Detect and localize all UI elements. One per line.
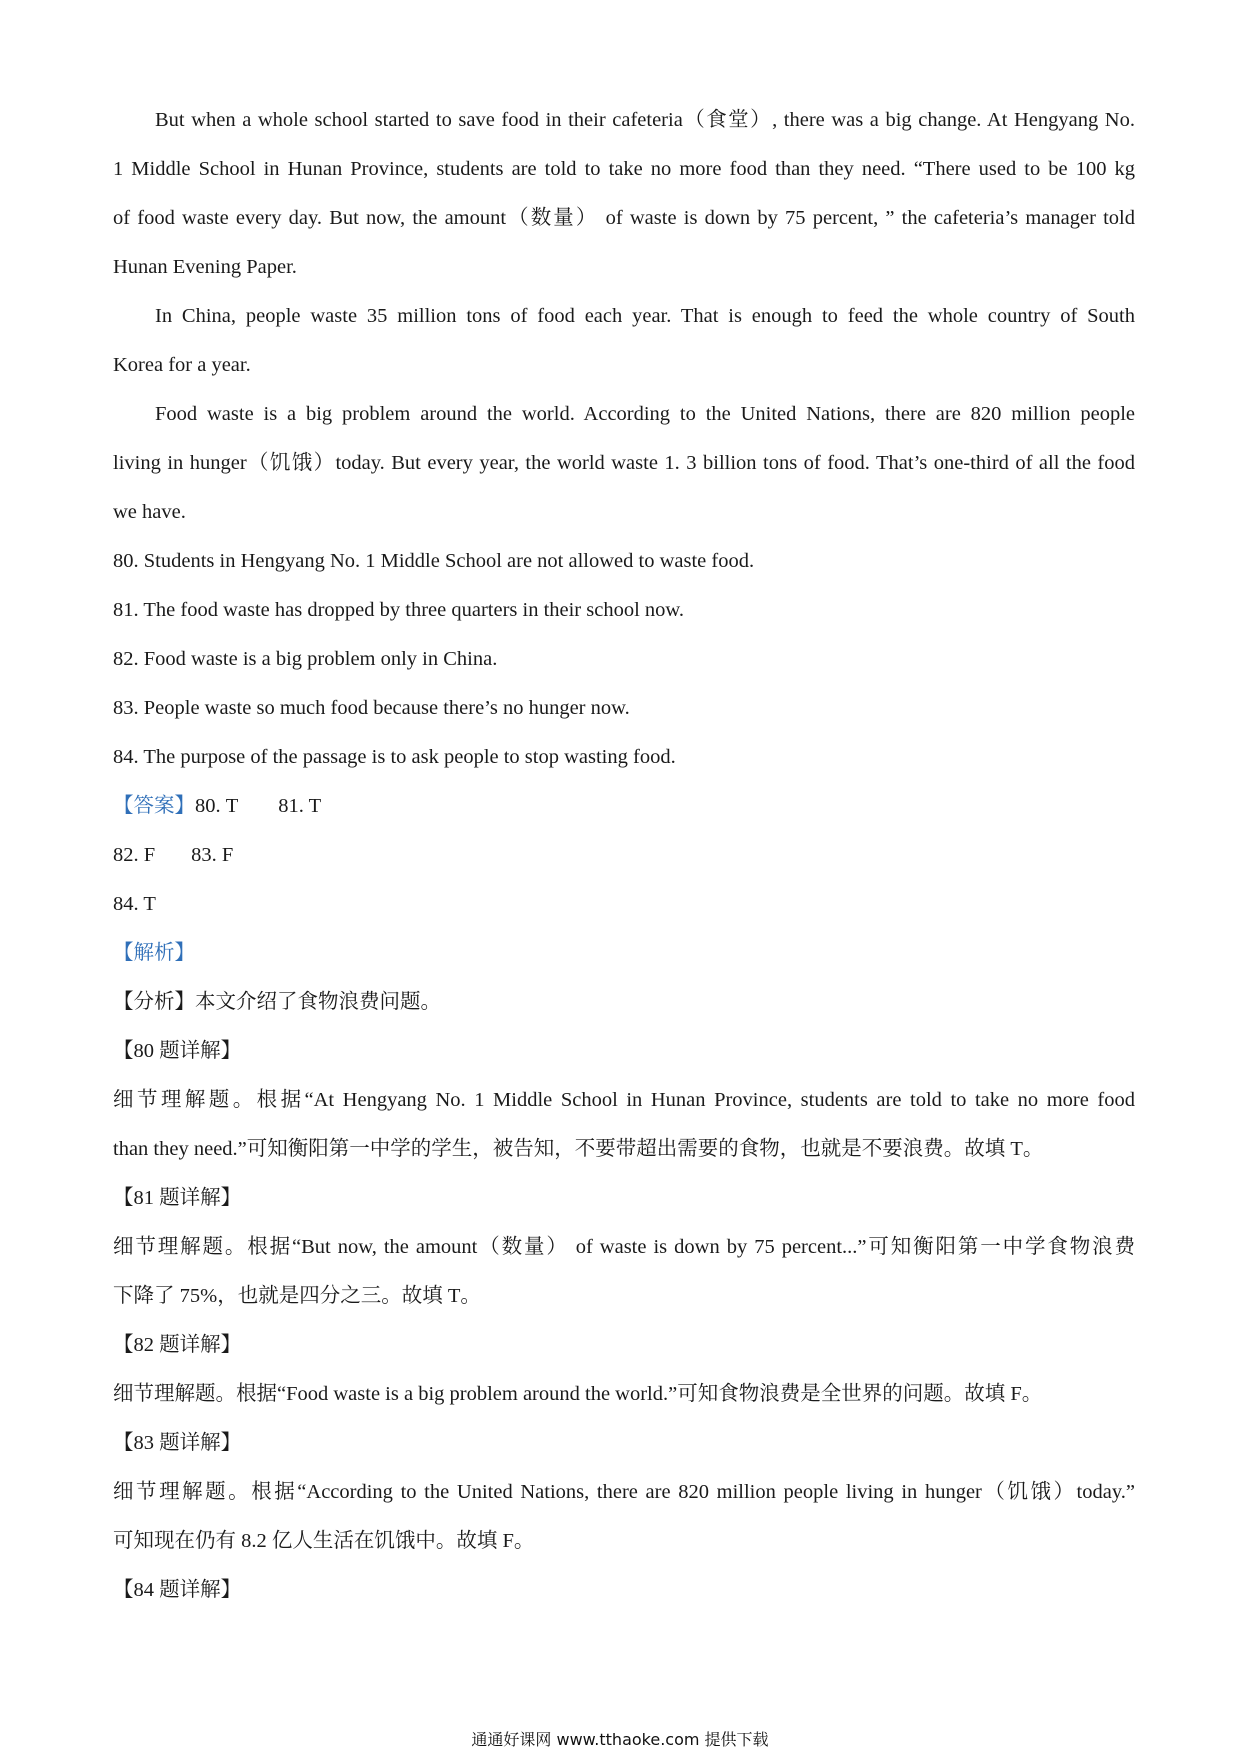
detail-80-title: 【80 题详解】 [113,1040,242,1062]
question-82: 82. Food waste is a big problem only in China. [113,648,498,670]
answer-line-2 [113,831,1135,880]
answer-84: 84. T [113,893,156,915]
answer-label: 【答案】 [113,795,195,817]
question-list [113,537,1135,782]
text-line: living in hunger（饥饿）today. But every year, the world waste 1. 3 billion tons of food. That’s one-third of all the food [113,452,1135,474]
question-80: 80. Students in Hengyang No. 1 Middle School are not allowed to waste food. [113,550,755,572]
passage-paragraph-2 [113,292,1135,390]
text-line: In China, people waste 35 million tons of food each year. That is enough to feed the whole country of South [155,305,1135,327]
question-83: 83. People waste so much food because there’s no hunger now. [113,697,630,719]
detail-83-line: 可知现在仍有 8.2 亿人生活在饥饿中。故填 F。 [113,1530,535,1552]
detail-84-title: 【84 题详解】 [113,1579,242,1601]
answer-83: 83. F [191,844,234,866]
question-81: 81. The food waste has dropped by three quarters in their school now. [113,599,685,621]
detail-81-line: 细节理解题。根据“But now, the amount（数量） of waste is down by 75 percent...”可知衡阳第一中学食物浪费 [113,1236,1135,1258]
text-line: 1 Middle School in Hunan Province, students are told to take no more food than they need. “There used to be 100 kg [113,158,1135,180]
answer-line-1 [113,782,1135,831]
question-84: 84. The purpose of the passage is to ask people to stop wasting food. [113,746,676,768]
analysis-label: 【解析】 [113,942,195,964]
detail-83-line: 细节理解题。根据“According to the United Nations, there are 820 million people living in hunger（饥饿）today.” [113,1481,1135,1503]
document-page [113,96,1135,1615]
detail-81-line: 下降了 75%，也就是四分之三。故填 T。 [113,1285,481,1307]
analysis-summary: 【分析】本文介绍了食物浪费问题。 [113,991,441,1013]
detail-80-line: 细节理解题。根据“At Hengyang No. 1 Middle School in Hunan Province, students are told to take no more food [113,1089,1135,1111]
page-footer: 通通好课网 www.tthaoke.com 提供下载 [471,1730,769,1749]
analysis-section [113,929,1135,1615]
text-line: Food waste is a big problem around the world. According to the United Nations, there are 820 million people [155,403,1135,425]
detail-80-line: than they need.”可知衡阳第一中学的学生，被告知，不要带超出需要的食物，也就是不要浪费。故填 T。 [113,1138,1044,1160]
detail-82-line: 细节理解题。根据“Food waste is a big problem around the world.”可知食物浪费是全世界的问题。故填 F。 [113,1383,1043,1405]
detail-82-title: 【82 题详解】 [113,1334,242,1356]
answer-82: 82. F [113,844,156,866]
detail-81-title: 【81 题详解】 [113,1187,242,1209]
answer-80: 80. T [195,795,239,817]
answer-section [113,782,1135,929]
detail-83-title: 【83 题详解】 [113,1432,242,1454]
passage-paragraph-3 [113,390,1135,537]
text-line: of food waste every day. But now, the amount（数量） of waste is down by 75 percent, ” the cafeteria’s manager told [113,207,1135,229]
answer-line-3 [113,880,1135,929]
text-line: Hunan Evening Paper. [113,256,297,278]
answer-81: 81. T [278,795,322,817]
passage-paragraph-1 [113,96,1135,292]
text-line: Korea for a year. [113,354,251,376]
text-line: we have. [113,501,186,523]
text-line: But when a whole school started to save food in their cafeteria（食堂）, there was a big change. At Hengyang No. [155,109,1135,131]
